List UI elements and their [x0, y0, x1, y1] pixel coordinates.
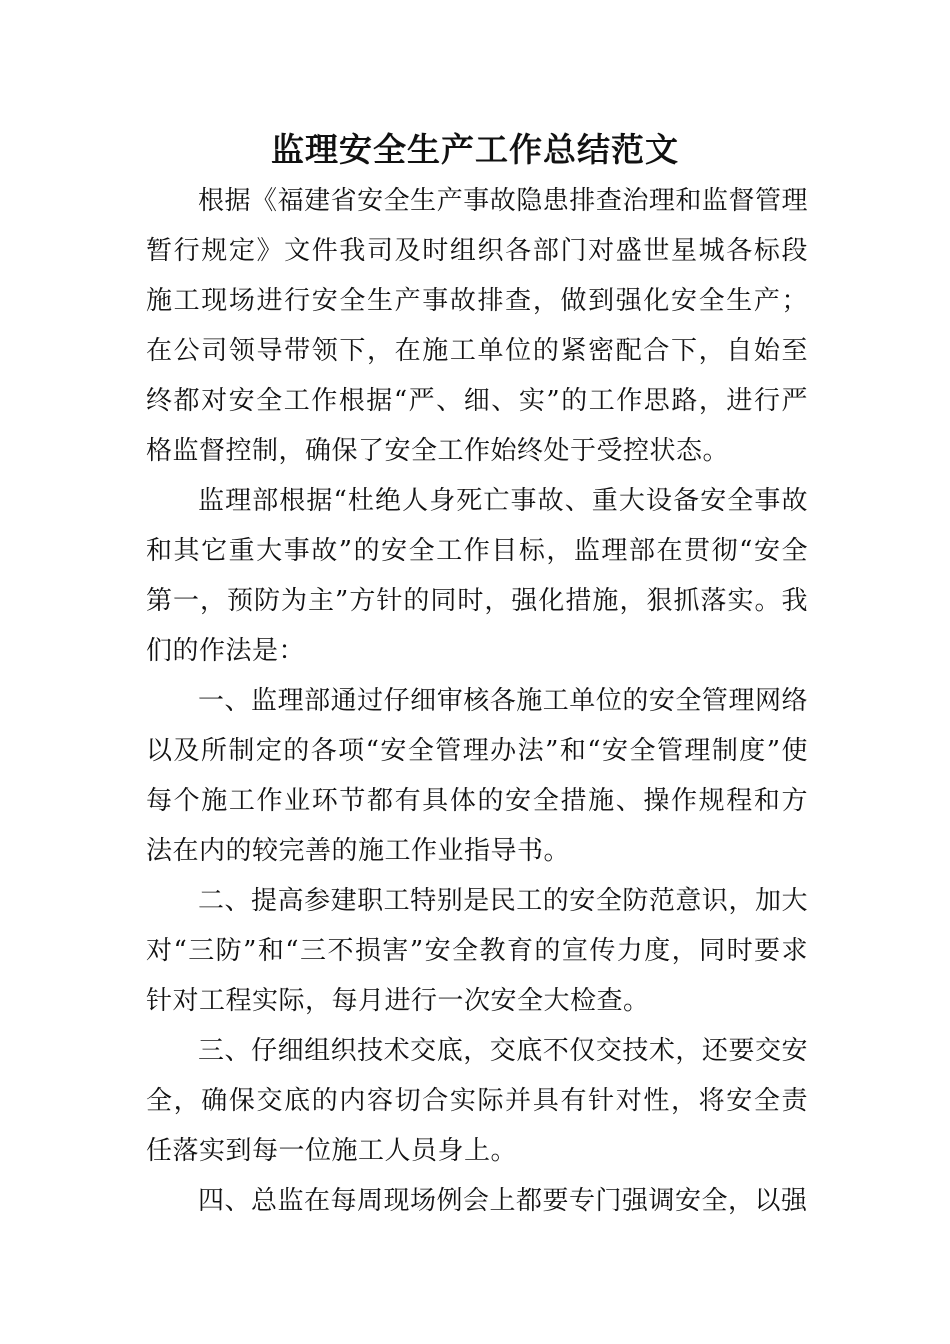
document-body	[146, 176, 808, 1226]
paragraph-item-3: 三、仔细组织技术交底，交底不仅交技术，还要交安全，确保交底的内容切合实际并具有针对性，将安全责任落实到每一位施工人员身上。	[146, 1036, 808, 1166]
paragraph-item-4: 四、总监在每周现场例会上都要专门强调安全，以强	[198, 1186, 808, 1216]
paragraph-intro: 根据《福建省安全生产事故隐患排查治理和监督管理暂行规定》文件我司及时组织各部门对盛世星城各标段施工现场进行安全生产事故排查，做到强化安全生产；在公司领导带领下，在施工单位的紧密配合下，自始至终都对安全工作根据“严、细、实”的工作思路，进行严格监督控制，确保了安全工作始终处于受控状态。	[146, 186, 808, 466]
document-title: 监理安全生产工作总结范文	[271, 130, 679, 169]
paragraph-item-2: 二、提高参建职工特别是民工的安全防范意识，加大对“三防”和“三不损害”安全教育的宣传力度，同时要求针对工程实际，每月进行一次安全大检查。	[146, 886, 808, 1016]
paragraph-goal: 监理部根据“杜绝人身死亡事故、重大设备安全事故和其它重大事故”的安全工作目标，监理部在贯彻“安全第一，预防为主”方针的同时，强化措施，狠抓落实。我们的作法是：	[146, 486, 808, 666]
paragraph-item-1: 一、监理部通过仔细审核各施工单位的安全管理网络以及所制定的各项“安全管理办法”和“安全管理制度”使每个施工作业环节都有具体的安全措施、操作规程和方法在内的较完善的施工作业指导书。	[146, 686, 808, 866]
